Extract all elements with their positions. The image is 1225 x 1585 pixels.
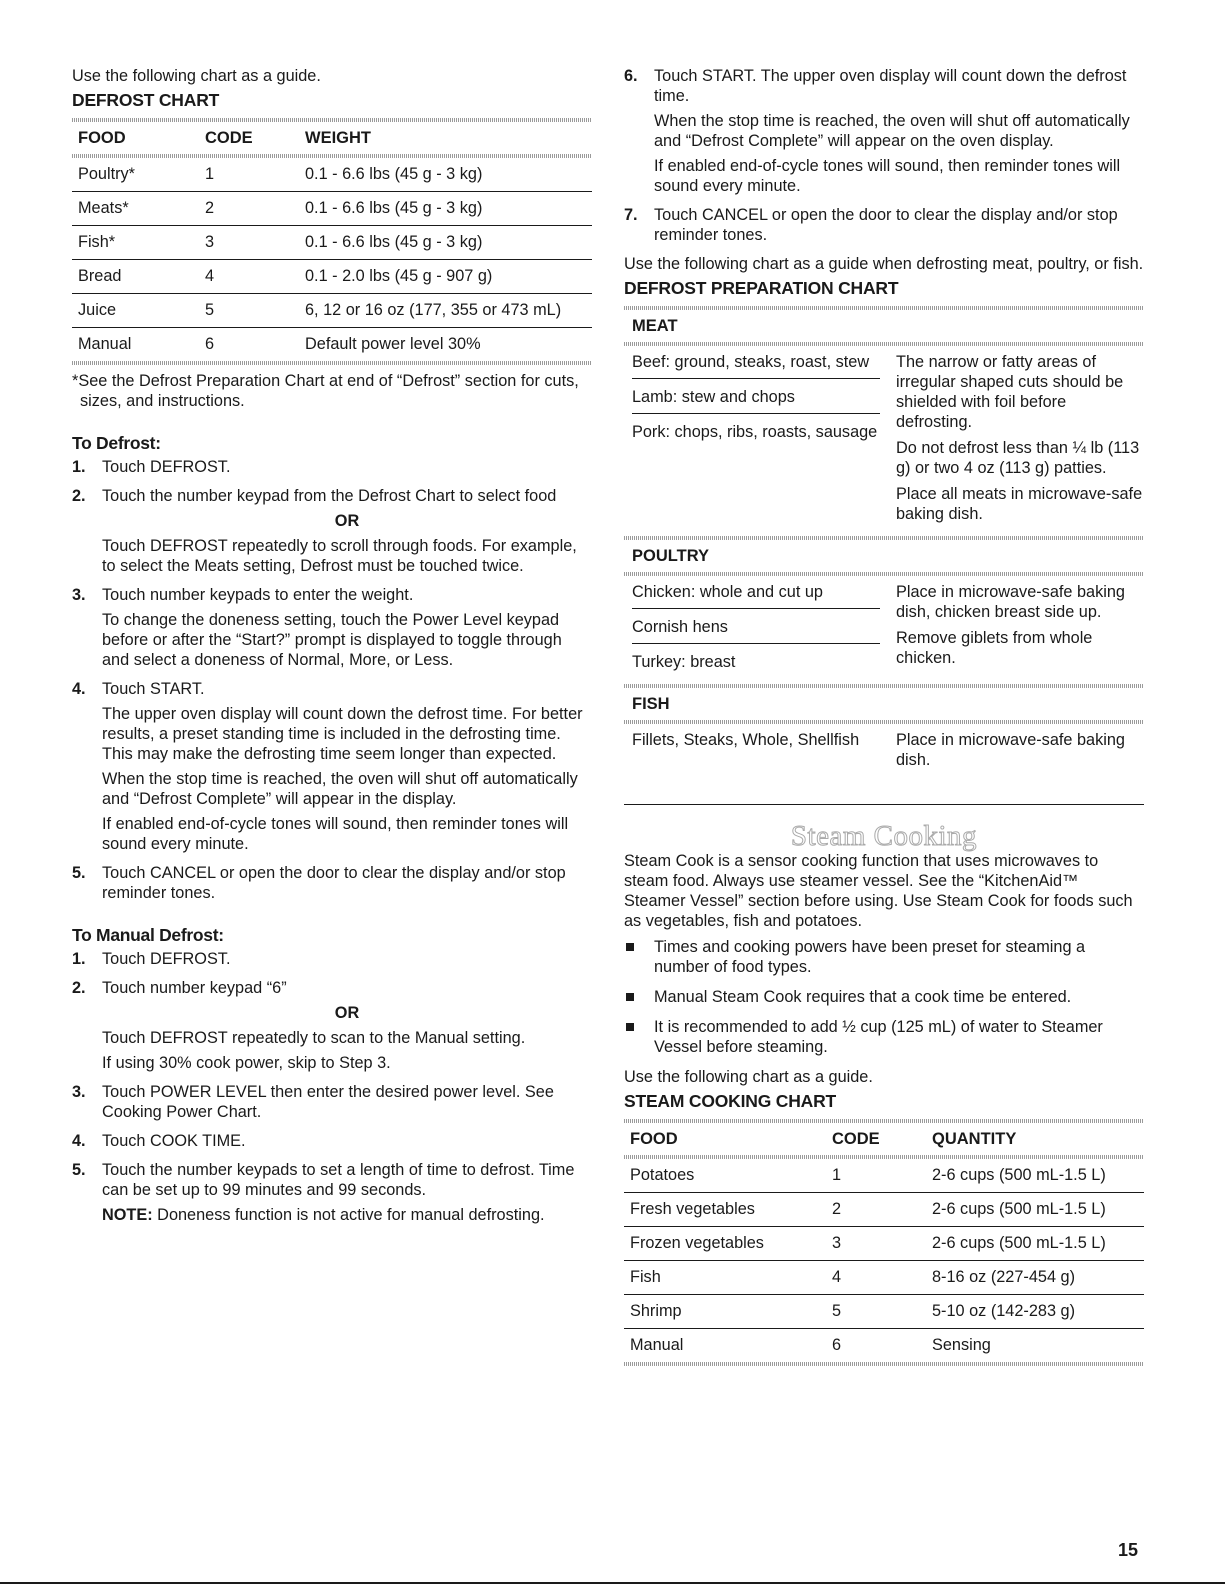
note-text: Doneness function is not active for manual defrosting. xyxy=(152,1206,545,1224)
step-number: 1. xyxy=(72,458,86,476)
step-item xyxy=(72,978,592,1073)
table-cell: Potatoes xyxy=(624,1159,826,1193)
step-number: 2. xyxy=(72,979,86,997)
table-cell: 5-10 oz (142-283 g) xyxy=(926,1295,1144,1329)
table-cell: 4 xyxy=(826,1261,926,1295)
steam-chart-table xyxy=(624,1123,1144,1362)
step-detail: To change the doneness setting, touch the Power Level keypad before or after the “Start?” prompt is displayed to toggle through and select a doneness of Normal, More, or Less. xyxy=(102,611,562,669)
step-text: Touch CANCEL or open the door to clear the display and/or stop reminder tones. xyxy=(102,864,566,902)
poultry-section-label: POULTRY xyxy=(632,547,709,565)
table-cell: Juice xyxy=(72,294,199,328)
table-cell: 0.1 - 6.6 lbs (45 g - 3 kg) xyxy=(299,192,592,226)
step-text: Touch COOK TIME. xyxy=(102,1132,246,1150)
hatch-divider xyxy=(72,361,592,365)
table-cell: 1 xyxy=(199,158,299,192)
table-row xyxy=(72,260,592,294)
fish-section xyxy=(624,724,1144,782)
table-cell: Fish* xyxy=(72,226,199,260)
step-number: 3. xyxy=(72,1083,86,1101)
list-item: Cornish hens xyxy=(632,617,880,644)
meat-section-label: MEAT xyxy=(632,317,678,335)
to-defrost-steps-continued xyxy=(624,66,1144,245)
table-row xyxy=(624,1295,1144,1329)
defrost-chart-title: DEFROST CHART xyxy=(72,90,220,110)
step-item xyxy=(72,679,592,854)
page-bottom-rule xyxy=(0,1582,1225,1584)
step-detail: If enabled end-of-cycle tones will sound, then reminder tones will sound every minute. xyxy=(102,815,569,853)
fish-section-label: FISH xyxy=(632,695,670,713)
bullet-square-icon xyxy=(626,993,634,1001)
table-cell: 5 xyxy=(199,294,299,328)
prep-chart-title: DEFROST PREPARATION CHART xyxy=(624,278,899,298)
steam-bullets xyxy=(624,937,1144,1057)
step-number: 5. xyxy=(72,1161,86,1179)
step-alternative: Touch DEFROST repeatedly to scroll through foods. For example, to select the Meats setting, Defrost must be touched twice. xyxy=(102,537,577,575)
step-item xyxy=(72,1082,592,1122)
step-number: 3. xyxy=(72,586,86,604)
column-header: FOOD xyxy=(630,1130,678,1148)
table-cell: 2 xyxy=(199,192,299,226)
step-text: Touch START. The upper oven display will count down the defrost time. xyxy=(654,67,1127,105)
step-item xyxy=(72,863,592,903)
to-defrost-steps xyxy=(72,457,592,903)
prep-note: The narrow or fatty areas of irregular shaped cuts should be shielded with foil before defrosting. xyxy=(896,353,1124,431)
step-note xyxy=(102,1205,592,1225)
table-row xyxy=(72,226,592,260)
table-cell: 4 xyxy=(199,260,299,294)
step-text: Touch DEFROST. xyxy=(102,950,231,968)
step-text: Touch the number keypads to set a length of time to defrost. Time can be set up to 99 minutes and 99 seconds. xyxy=(102,1161,575,1199)
table-header-row xyxy=(624,1123,1144,1155)
table-cell: 0.1 - 2.0 lbs (45 g - 907 g) xyxy=(299,260,592,294)
table-cell: 0.1 - 6.6 lbs (45 g - 3 kg) xyxy=(299,158,592,192)
list-item: Turkey: breast xyxy=(632,653,736,671)
table-row xyxy=(72,192,592,226)
table-cell: 8-16 oz (227-454 g) xyxy=(926,1261,1144,1295)
prep-note: Place in microwave-safe baking dish, chicken breast side up. xyxy=(896,583,1125,621)
table-cell: 1 xyxy=(826,1159,926,1193)
step-item xyxy=(624,205,1144,245)
hatch-divider xyxy=(624,1362,1144,1366)
prep-chart-intro: Use the following chart as a guide when defrosting meat, poultry, or fish. xyxy=(624,255,1144,273)
table-cell: Frozen vegetables xyxy=(624,1227,826,1261)
defrost-chart-footnote: *See the Defrost Preparation Chart at end of “Defrost” section for cuts, sizes, and instructions. xyxy=(72,372,579,410)
table-cell: Poultry* xyxy=(72,158,199,192)
note-label: NOTE: xyxy=(102,1206,153,1224)
steam-cooking-heading: Steam Cooking xyxy=(790,820,978,852)
list-item: Pork: chops, ribs, roasts, sausage xyxy=(632,423,878,441)
step-number: 7. xyxy=(624,206,638,224)
table-row xyxy=(624,1159,1144,1193)
table-cell: 2 xyxy=(826,1193,926,1227)
step-text: Touch START. xyxy=(102,680,205,698)
bullet-text: Manual Steam Cook requires that a cook time be entered. xyxy=(654,988,1072,1006)
manual-defrost-heading: To Manual Defrost: xyxy=(72,925,224,945)
table-cell: 3 xyxy=(826,1227,926,1261)
manual-defrost-steps xyxy=(72,949,592,1225)
table-row xyxy=(72,158,592,192)
step-item xyxy=(72,585,592,670)
table-cell: 3 xyxy=(199,226,299,260)
bullet-item xyxy=(624,1017,1144,1057)
table-row xyxy=(624,1227,1144,1261)
prep-note: Remove giblets from whole chicken. xyxy=(896,629,1093,667)
defrost-chart-intro: Use the following chart as a guide. xyxy=(72,67,321,85)
step-detail: The upper oven display will count down the defrost time. For better results, a preset standing time is included in the defrosting time. This may make the defrosting time seem longer than expected. xyxy=(102,705,583,763)
table-cell: Manual xyxy=(630,1336,684,1354)
column-header: WEIGHT xyxy=(305,129,371,147)
step-text: Touch DEFROST. xyxy=(102,458,231,476)
table-row xyxy=(72,328,592,362)
table-cell: 6, 12 or 16 oz (177, 355 or 473 mL) xyxy=(299,294,592,328)
to-defrost-heading: To Defrost: xyxy=(72,433,161,453)
table-cell: 2-6 cups (500 mL-1.5 L) xyxy=(926,1227,1144,1261)
bullet-square-icon xyxy=(626,1023,634,1031)
step-item xyxy=(72,949,592,969)
table-cell: Default power level 30% xyxy=(305,335,481,353)
table-row xyxy=(624,1329,1144,1363)
prep-note: Do not defrost less than ¼ lb (113 g) or two 4 oz (113 g) patties. xyxy=(896,439,1140,477)
step-number: 4. xyxy=(72,680,86,698)
step-number: 5. xyxy=(72,864,86,882)
list-item: Chicken: whole and cut up xyxy=(632,582,880,609)
column-header: CODE xyxy=(205,129,253,147)
bullet-square-icon xyxy=(626,943,634,951)
step-item xyxy=(72,1160,592,1225)
step-text: Touch POWER LEVEL then enter the desired power level. See Cooking Power Chart. xyxy=(102,1083,554,1121)
table-row xyxy=(624,1261,1144,1295)
step-alternative: Touch DEFROST repeatedly to scan to the Manual setting. xyxy=(102,1029,526,1047)
column-header: CODE xyxy=(832,1130,880,1148)
table-cell: 6 xyxy=(832,1336,842,1354)
table-cell: 0.1 - 6.6 lbs (45 g - 3 kg) xyxy=(299,226,592,260)
prep-note: Place all meats in microwave-safe baking dish. xyxy=(896,485,1143,523)
poultry-section xyxy=(624,576,1144,684)
step-number: 6. xyxy=(624,67,638,85)
table-cell: Meats* xyxy=(72,192,199,226)
step-item xyxy=(72,457,592,477)
page-number: 15 xyxy=(1118,1540,1139,1560)
column-header: FOOD xyxy=(78,129,126,147)
bullet-item xyxy=(624,987,1144,1007)
column-header: QUANTITY xyxy=(932,1130,1017,1148)
step-number: 2. xyxy=(72,487,86,505)
step-number: 4. xyxy=(72,1132,86,1150)
table-cell: Fresh vegetables xyxy=(624,1193,826,1227)
or-separator: OR xyxy=(334,1004,360,1022)
step-text: Touch number keypad “6” xyxy=(102,979,287,997)
table-cell: Bread xyxy=(72,260,199,294)
list-item: Beef: ground, steaks, roast, stew xyxy=(632,352,880,379)
steam-intro: Steam Cook is a sensor cooking function that uses microwaves to steam food. Always use steamer vessel. See the “KitchenAid™ Steamer Vessel” section before using. Use Steam Cook for foods such as vegetables, fish and potatoes. xyxy=(624,852,1133,930)
table-cell: Shrimp xyxy=(624,1295,826,1329)
step-text: Touch number keypads to enter the weight. xyxy=(102,586,414,604)
steam-chart-title: STEAM COOKING CHART xyxy=(624,1091,837,1111)
step-item xyxy=(624,66,1144,196)
steam-heading-block xyxy=(624,804,1144,851)
list-item: Fillets, Steaks, Whole, Shellfish xyxy=(632,731,860,749)
defrost-chart-table xyxy=(72,122,592,361)
step-detail: If using 30% cook power, skip to Step 3. xyxy=(102,1054,391,1072)
table-cell: 2-6 cups (500 mL-1.5 L) xyxy=(926,1159,1144,1193)
meat-section xyxy=(624,346,1144,536)
steam-chart-intro: Use the following chart as a guide. xyxy=(624,1068,873,1086)
bullet-text: It is recommended to add ½ cup (125 mL) of water to Steamer Vessel before steaming. xyxy=(654,1018,1103,1056)
right-column xyxy=(624,66,1144,1366)
table-cell: 6 xyxy=(205,335,215,353)
bullet-text: Times and cooking powers have been preset for steaming a number of food types. xyxy=(654,938,1086,976)
step-item xyxy=(72,486,592,576)
table-cell: Fish xyxy=(624,1261,826,1295)
step-detail: If enabled end-of-cycle tones will sound, then reminder tones will sound every minute. xyxy=(654,157,1121,195)
left-column xyxy=(72,66,592,1234)
table-row xyxy=(72,294,592,328)
step-detail: When the stop time is reached, the oven will shut off automatically and “Defrost Complete” will appear in the display. xyxy=(102,770,578,808)
step-item xyxy=(72,1131,592,1151)
table-row xyxy=(624,1193,1144,1227)
table-cell: Manual xyxy=(78,335,132,353)
table-header-row xyxy=(72,122,592,154)
table-cell: Sensing xyxy=(932,1336,991,1354)
step-number: 1. xyxy=(72,950,86,968)
bullet-item xyxy=(624,937,1144,977)
step-text: Touch the number keypad from the Defrost Chart to select food xyxy=(102,487,557,505)
table-cell: 5 xyxy=(826,1295,926,1329)
list-item: Lamb: stew and chops xyxy=(632,387,880,414)
table-cell: 2-6 cups (500 mL-1.5 L) xyxy=(926,1193,1144,1227)
or-separator: OR xyxy=(334,512,360,530)
step-detail: When the stop time is reached, the oven will shut off automatically and “Defrost Complete” will appear on the oven display. xyxy=(654,112,1130,150)
step-text: Touch CANCEL or open the door to clear the display and/or stop reminder tones. xyxy=(654,206,1118,244)
prep-note: Place in microwave-safe baking dish. xyxy=(896,731,1125,769)
